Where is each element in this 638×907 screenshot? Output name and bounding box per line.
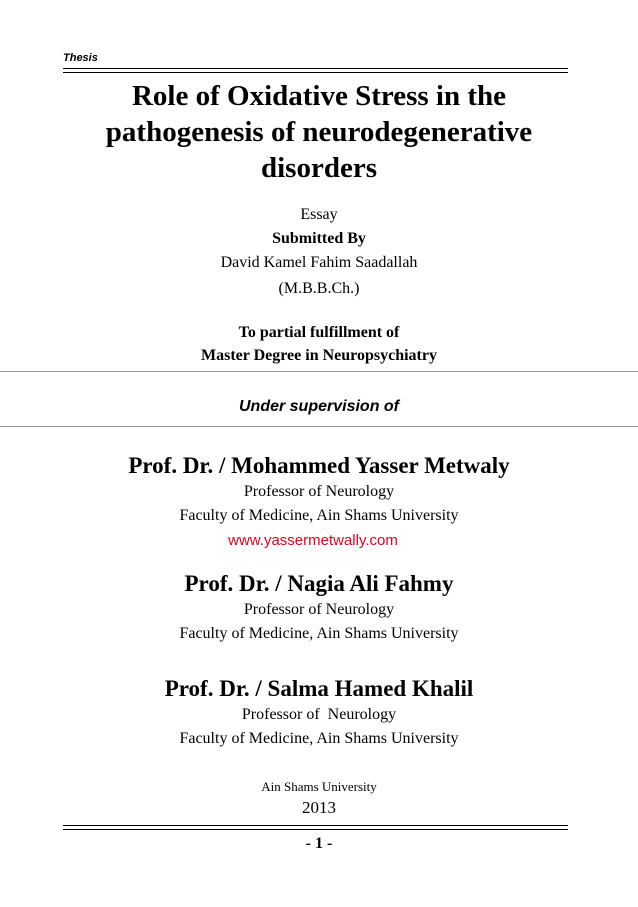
supervisor-1-faculty: Faculty of Medicine, Ain Shams University: [179, 507, 459, 524]
supervisor-3-faculty: Faculty of Medicine, Ain Shams University: [179, 730, 459, 747]
section-rule-top: [0, 371, 638, 372]
supervision-label: Under supervision of: [238, 398, 400, 415]
supervisor-3-name: Prof. Dr. / Salma Hamed Khalil: [164, 676, 474, 701]
fulfillment-line-2: Master Degree in Neuropsychiatry: [201, 347, 437, 364]
title-line-3: disorders: [261, 152, 377, 184]
author-name: David Kamel Fahim Saadallah: [220, 254, 418, 271]
fulfillment-line-1: To partial fulfillment of: [238, 324, 400, 341]
supervisor-2-role: Professor of Neurology: [243, 601, 395, 618]
title-line-1: Role of Oxidative Stress in the: [131, 80, 507, 112]
supervisor-1-role: Professor of Neurology: [243, 483, 395, 500]
header-rule: [63, 68, 568, 73]
title-line-2: pathogenesis of neurodegenerative: [105, 116, 533, 148]
supervisor-1-name: Prof. Dr. / Mohammed Yasser Metwaly: [128, 453, 510, 478]
author-degree: (M.B.B.Ch.): [278, 280, 360, 297]
university-name: Ain Shams University: [261, 779, 377, 794]
supervisor-1-website-link[interactable]: www.yassermetwally.com: [228, 532, 398, 549]
supervisor-3-role: Professor of Neurology: [241, 706, 397, 723]
footer-rule: [63, 825, 568, 830]
section-rule-bottom: [0, 426, 638, 427]
thesis-title: [0, 78, 638, 186]
supervisor-2-faculty: Faculty of Medicine, Ain Shams University: [179, 625, 459, 642]
supervisor-2-name: Prof. Dr. / Nagia Ali Fahmy: [184, 571, 454, 596]
page-number: - 1 -: [305, 835, 333, 852]
year: 2013: [302, 798, 336, 817]
essay-label: Essay: [300, 206, 338, 223]
submitted-by: Submitted By: [272, 230, 366, 247]
header-label: Thesis: [63, 52, 98, 64]
